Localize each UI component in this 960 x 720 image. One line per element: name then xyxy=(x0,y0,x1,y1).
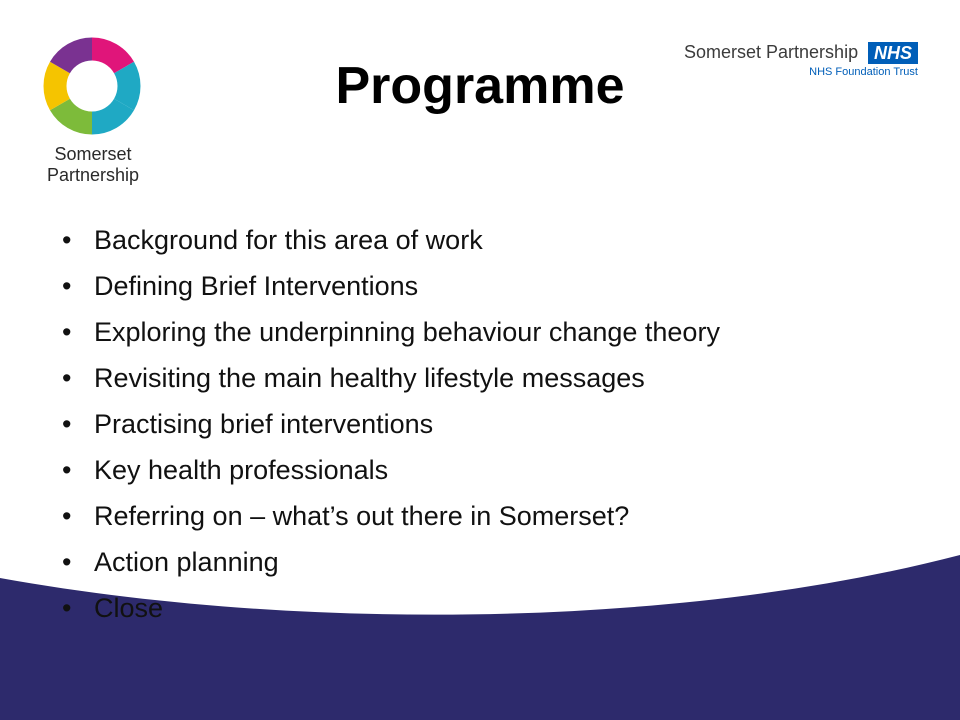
bullet-icon: • xyxy=(62,593,72,623)
bullet-icon: • xyxy=(62,363,72,393)
bullet-icon: • xyxy=(62,225,72,255)
agenda-item xyxy=(62,542,720,588)
trust-org-name: Somerset Partnership xyxy=(684,42,859,62)
nhs-badge: NHS xyxy=(868,42,918,64)
agenda-item xyxy=(62,450,720,496)
agenda-item xyxy=(62,266,720,312)
agenda-item-label: Defining Brief Interventions xyxy=(94,271,419,301)
agenda-item-label: Referring on – what’s out there in Somerset? xyxy=(94,501,630,531)
bullet-icon: • xyxy=(62,317,72,347)
agenda-item xyxy=(62,496,720,542)
agenda-item xyxy=(62,312,720,358)
agenda-item-label: Practising brief interventions xyxy=(94,409,434,439)
bullet-icon: • xyxy=(62,547,72,577)
trust-subtitle: NHS Foundation Trust xyxy=(809,66,918,78)
logo-text-line1: Somerset xyxy=(54,144,132,164)
agenda-item xyxy=(62,404,720,450)
agenda-item-label: Key health professionals xyxy=(94,455,389,485)
bullet-icon: • xyxy=(62,501,72,531)
agenda-item-label: Action planning xyxy=(94,547,279,577)
agenda-item xyxy=(62,588,720,634)
bullet-icon: • xyxy=(62,455,72,485)
agenda-item-label: Background for this area of work xyxy=(94,225,483,255)
slide-title: Programme xyxy=(335,57,625,115)
agenda-item-label: Close xyxy=(94,593,164,623)
agenda-item-label: Revisiting the main healthy lifestyle messages xyxy=(94,363,645,393)
agenda-item xyxy=(62,358,720,404)
agenda-item xyxy=(62,220,720,266)
bullet-icon: • xyxy=(62,409,72,439)
bullet-icon: • xyxy=(62,271,72,301)
logo-text-line2: Partnership xyxy=(46,165,140,185)
logo-text xyxy=(38,144,148,186)
agenda-item-label: Exploring the underpinning behaviour change theory xyxy=(94,317,720,347)
agenda-list xyxy=(62,220,720,634)
